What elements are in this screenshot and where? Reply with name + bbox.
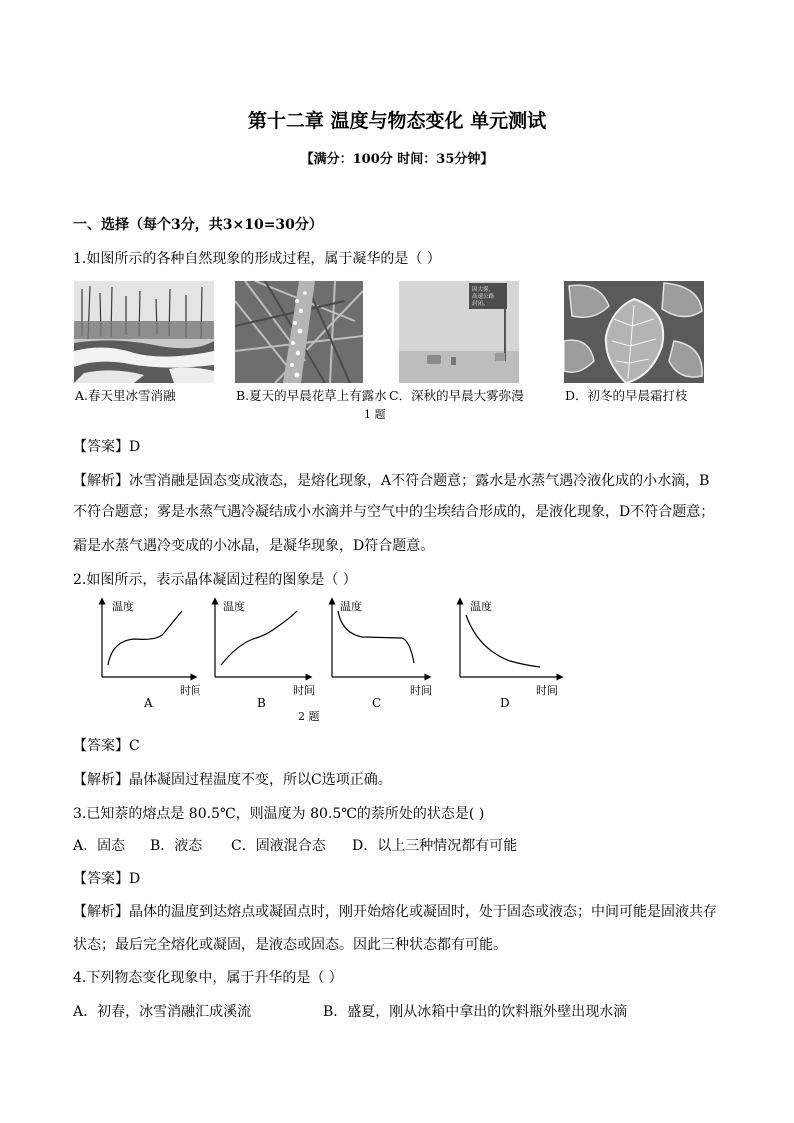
graph-d-xlabel: 时间 <box>536 684 558 697</box>
page-title: 第十二章 温度与物态变化 单元测试 <box>247 110 547 132</box>
q3-option-b: B．液态 <box>150 838 203 854</box>
graph-b-xlabel: 时间 <box>293 684 315 697</box>
graph-a <box>90 597 200 719</box>
graph-a-xlabel: 时间 <box>180 684 200 697</box>
fog-sign-line-3: 封闭。 <box>472 301 489 307</box>
q3-answer: 【答案】D <box>73 871 141 887</box>
graph-d-letter: D <box>500 696 510 710</box>
graph-a-letter: A <box>144 696 153 710</box>
graph-c-letter: C <box>372 696 382 710</box>
photo-c-fog-highway <box>399 281 519 383</box>
q2-answer: 【答案】C <box>73 738 140 754</box>
q1-stem: 1.如图所示的各种自然现象的形成过程，属于凝华的是（ ） <box>73 251 441 267</box>
q4-stem: 4.下列物态变化现象中，属于升华的是（ ） <box>73 970 343 986</box>
q3-option-c: C．固液混合态 <box>231 838 326 854</box>
graph-b <box>203 597 319 719</box>
q4-option-b: B．盛夏，刚从冰箱中拿出的饮料瓶外壁出现水滴 <box>323 1004 628 1020</box>
photo-b-dew-on-grass <box>235 281 363 383</box>
fog-sign-line-2: 高速公路 <box>472 294 495 300</box>
q2-stem: 2.如图所示，表示晶体凝固过程的图象是（ ） <box>73 572 357 588</box>
graph-d-ylabel: 温度 <box>470 600 492 613</box>
section-heading: 一、选择（每个3分，共3×10=30分） <box>73 217 323 233</box>
q3-analysis-line-1: 【解析】晶体的温度到达熔点或凝固点时，刚开始熔化或凝固时，处于固态或液态；中间可能是固液共存 <box>73 904 717 920</box>
q3-option-d: D．以上三种情况都有可能 <box>352 838 518 854</box>
photo-a-melting-snow <box>74 281 214 383</box>
exam-info: 【满分：100分 时间：35分钟】 <box>300 152 494 167</box>
graph-d <box>448 597 566 719</box>
graph-c-xlabel: 时间 <box>410 684 432 697</box>
caption-c: C．深秋的早晨大雾弥漫 <box>389 388 524 403</box>
q1-analysis-line-3: 霜是水蒸气遇冷变成的小冰晶，是凝华现象，D符合题意。 <box>73 538 435 554</box>
caption-a: A.春天里冰雪消融 <box>75 388 176 403</box>
fog-sign-line-1: 因大雾, <box>472 287 491 293</box>
figure-2-label: 2 题 <box>298 710 320 723</box>
graph-a-ylabel: 温度 <box>112 600 134 613</box>
graph-b-letter: B <box>257 696 266 710</box>
q1-analysis-line-2: 不符合题意；雾是水蒸气遇冷凝结成小水滴并与空气中的尘埃结合形成的，是液化现象，D不符合题意； <box>73 504 715 520</box>
q1-analysis-line-1: 【解析】冰雪消融是固态变成液态，是熔化现象，A不符合题意；露水是水蒸气遇冷液化成的小水滴，B <box>73 473 710 489</box>
caption-b: B.夏天的早晨花草上有露水 <box>236 388 387 403</box>
q3-option-a: A．固态 <box>73 838 126 854</box>
caption-d: D．初冬的早晨霜打枝 <box>565 388 688 403</box>
q1-answer: 【答案】D <box>73 439 141 455</box>
photo-d-frost-leaves <box>564 281 704 383</box>
q3-stem: 3.已知萘的熔点是 80.5℃，则温度为 80.5℃的萘所处的状态是( ) <box>73 806 485 822</box>
graph-c <box>320 597 436 719</box>
q4-option-a: A．初春，冰雪消融汇成溪流 <box>73 1004 252 1020</box>
q2-analysis: 【解析】晶体凝固过程温度不变，所以C选项正确。 <box>73 772 392 788</box>
graph-b-ylabel: 温度 <box>223 600 245 613</box>
q3-analysis-line-2: 状态；最后完全熔化或凝固，是液态或固态。因此三种状态都有可能。 <box>73 937 507 953</box>
figure-1-label: 1 题 <box>364 408 386 421</box>
graph-c-ylabel: 温度 <box>340 600 362 613</box>
